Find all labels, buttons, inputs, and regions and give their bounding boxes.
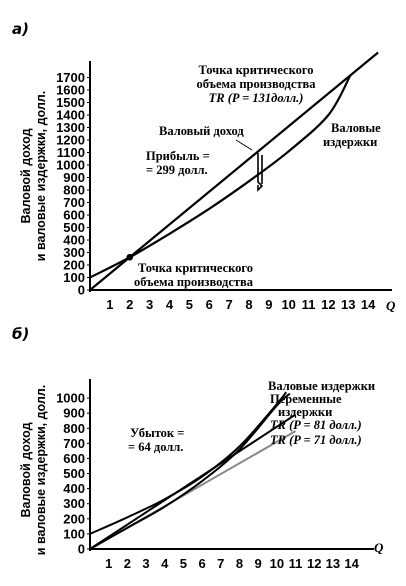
panel-a-y-tick-label: 900 (63, 170, 85, 185)
panel-a-revenue-pointer (236, 140, 252, 150)
panel-b-x-tick-label: 12 (306, 556, 322, 571)
panel-b-y-axis-label (19, 385, 48, 555)
panel-a-revenue-label: Валовый доход (159, 124, 244, 138)
panel-b-variable-cost-label-line1: Переменные (270, 392, 342, 406)
panel-b-loss-label-line1: Убыток = (130, 426, 185, 440)
panel-a-x-tick-label: 10 (281, 297, 296, 312)
panel-a-y-tick-label: 1400 (56, 107, 85, 123)
panel-a-breakeven-high-label-line3 (209, 91, 304, 105)
panel-a-x-tick-label: 1 (106, 297, 114, 312)
panel-a-x-tick-label: 11 (301, 297, 316, 312)
panel-b-x-tick-label: 8 (235, 556, 244, 571)
panel-b-x-tick-label: 13 (325, 556, 341, 571)
panel-b-y-axis-label-line2: и валовые издержки, долл. (34, 384, 48, 556)
panel-a-x-tick-label: 3 (145, 297, 154, 312)
panel-a-breakeven-point-high (127, 254, 133, 260)
panel-a-breakeven-high-label-line2: объема производства (196, 77, 316, 91)
panel-a-y-tick-label: 400 (63, 232, 85, 248)
panel-b-x-tick-label: 11 (288, 556, 303, 571)
panel-b-tr81-label: TR (P = 81 долл.) (270, 418, 362, 432)
panel-b-x-tick-label: 5 (179, 556, 188, 571)
panel-b (12, 325, 384, 571)
panel-a-x-tick-label: 7 (225, 297, 233, 312)
panel-a-breakeven-low-label-line1: Точка критического (138, 261, 254, 275)
panel-a-profit-label-line2: = 299 долл. (146, 163, 208, 177)
panel-a-y-tick-label: 500 (63, 220, 85, 235)
panel-b-x-tick-label: 9 (254, 556, 262, 571)
panel-b-variable-cost-curve (90, 394, 290, 549)
panel-a-cost-label-line1: Валовые (331, 121, 381, 135)
panel-a-breakeven-high-label-text: TR (P = 131долл.) (208, 91, 304, 105)
panel-a-y-axis-label-line2: и валовые издержки, долл. (34, 90, 48, 262)
panel-b-y-axis-label-line1: Валовой доход (19, 422, 33, 518)
panel-a-y-axis-label-line1: Валовой доход (19, 128, 33, 224)
panel-b-x-tick-label: 4 (161, 556, 169, 571)
panel-b-total-cost-curve (90, 392, 286, 534)
panel-a-y-tick-label: 100 (63, 270, 85, 285)
panel-a-x-tick-label: 6 (205, 297, 213, 312)
panel-b-y-tick-label: 600 (63, 450, 85, 466)
panel-b-y-tick-label: 500 (63, 466, 85, 482)
panel-b-x-tick-label: 6 (198, 556, 206, 571)
panel-a-x-tick-label: 2 (126, 297, 134, 312)
panel-b-y-ticks (56, 391, 90, 557)
panel-b-y-tick-label: 100 (63, 526, 85, 542)
panel-b-label: б) (12, 325, 30, 343)
panel-a-x-tick-label: 4 (165, 297, 174, 312)
panel-a-y-tick-label: 0 (77, 282, 85, 298)
panel-a (12, 20, 396, 313)
panel-b-y-tick-label: 1000 (56, 390, 85, 406)
panel-b-x-tick-label: 1 (105, 556, 113, 571)
panel-a-x-tick-label: 14 (360, 297, 376, 312)
panel-a-x-tick-label: 9 (265, 297, 273, 312)
panel-a-y-tick-label: 1700 (56, 70, 85, 85)
panel-b-x-tick-label: 10 (269, 556, 285, 571)
panel-a-x-ticks (106, 297, 376, 312)
panel-b-y-tick-label: 700 (63, 435, 85, 451)
panel-a-label: а) (12, 20, 29, 38)
panel-a-y-ticks (56, 70, 90, 298)
panel-a-x-tick-label: 5 (185, 297, 193, 312)
panel-b-x-tick-label: 3 (142, 556, 150, 571)
panel-b-y-tick-label: 800 (63, 420, 85, 436)
panel-a-y-tick-label: 1300 (56, 120, 85, 135)
panel-b-x-axis-label: Q (374, 540, 384, 555)
panel-a-y-tick-label: 1100 (56, 145, 85, 160)
panel-a-y-tick-label: 1000 (56, 157, 85, 173)
panel-b-x-tick-label: 7 (217, 556, 225, 571)
panel-a-x-axis-label: Q (386, 298, 396, 313)
panel-a-y-tick-label: 1500 (56, 95, 85, 110)
panel-a-x-tick-label: 8 (245, 297, 253, 312)
panel-b-y-tick-label: 900 (63, 405, 85, 421)
panel-a-y-tick-label: 800 (63, 182, 85, 198)
panel-b-x-tick-label: 2 (123, 556, 131, 571)
panel-a-total-cost-curve (90, 76, 350, 278)
panel-a-y-tick-label: 1600 (56, 82, 85, 98)
panel-a-y-tick-label: 700 (63, 195, 85, 210)
panel-a-y-axis-label (19, 91, 48, 261)
panel-b-x-tick-label: 14 (344, 556, 359, 571)
panel-a-x-tick-label: 12 (321, 297, 336, 312)
panel-b-y-tick-label: 200 (63, 511, 85, 527)
panel-a-cost-label-line2: издержки (323, 135, 378, 149)
panel-b-x-ticks (105, 556, 360, 571)
panel-b-tr71-label: TR (P = 71 долл.) (270, 433, 362, 447)
panel-a-y-tick-label: 1200 (56, 132, 85, 148)
panel-a-breakeven-low-label-line2: объема производства (134, 275, 254, 289)
panel-a-y-tick-label: 200 (63, 257, 85, 273)
panel-a-x-tick-label: 13 (341, 297, 356, 312)
panel-b-total-cost-label: Валовые издержки (268, 379, 376, 393)
panel-a-breakeven-high-label-line1: Точка критического (198, 63, 314, 77)
panel-a-y-tick-label: 300 (63, 245, 85, 260)
panel-b-y-tick-label: 400 (63, 481, 85, 497)
panel-b-loss-label-line2: = 64 долл. (128, 440, 184, 454)
panel-a-profit-label-line1: Прибыль = (146, 149, 210, 163)
panel-b-y-tick-label: 300 (63, 496, 85, 512)
panel-b-y-tick-label: 0 (77, 541, 85, 557)
panel-b-variable-cost-label-line2: издержки (278, 405, 333, 419)
panel-a-y-tick-label: 600 (63, 207, 85, 223)
